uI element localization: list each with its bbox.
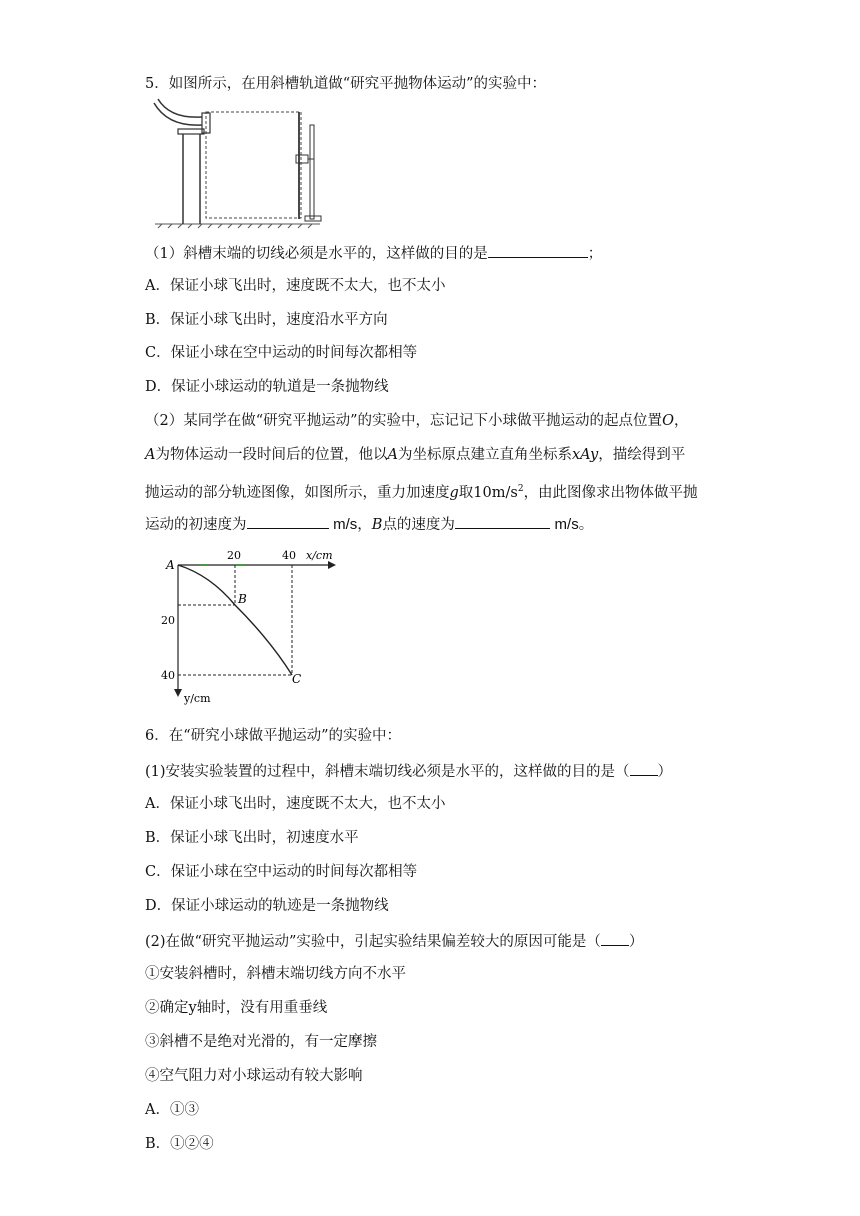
q5-part2-l3-text: 抛运动的部分轨迹图像，如图所示，重力加速度 [145,484,450,501]
q6-answer-blank-1[interactable] [630,760,658,776]
ground-hatch [155,224,320,228]
q6-reason-2: ②确定y轴时，没有用重垂线 [145,1000,328,1016]
q5-option-d: D．保证小球运动的轨道是一条抛物线 [145,379,389,395]
q6-reason-1: ①安装斜槽时，斜槽末端切线方向不水平 [145,966,406,982]
board [206,112,301,218]
q5-part1-text: （1）斜槽末端的切线必须是水平的，这样做的目的是 [145,246,488,262]
q5-point-o: O [662,413,674,429]
q5-answer-blank-2[interactable] [247,513,329,529]
q6-option-b: B．保证小球飞出时，初速度水平 [145,830,359,846]
q6-option-a: A．保证小球飞出时，速度既不太大，也不太小 [145,796,446,812]
q5-part2-l2-end: ，描绘得到平 [598,447,686,463]
point-a-label: A [166,558,175,572]
q5-gravity-exp: 2 [517,484,524,494]
q6-option-d: D．保证小球运动的轨迹是一条抛物线 [145,898,389,914]
x-tick-20: 20 [227,549,241,562]
q6-answer-blank-2[interactable] [601,930,629,946]
q5-point-a-2: A [387,447,398,463]
q5-part2-l3-end: ，由此图像求出物体做平抛 [523,484,698,501]
apparatus-figure [150,97,330,232]
q5-part2-l2-text2: 为坐标原点建立直角坐标系 [397,447,572,463]
q6-title: 6．在“研究小球做平抛运动”的实验中： [145,728,402,744]
q5-gravity-value: 10m/s [473,484,518,501]
q6-option2-b: B．①②④ [145,1136,214,1152]
y-tick-40: 40 [161,669,175,682]
y-axis-arrow [174,689,182,697]
q5-unit-1: m/s [333,516,358,533]
q5-gravity-symbol: g [449,484,459,501]
point-c-label: C [292,672,302,686]
q6-part1 [145,760,672,782]
q5-part2-line4 [145,513,593,535]
q5-part2-l4-mid: ， [357,517,372,533]
q5-part2-l2-text1: 为物体运动一段时间后的位置，他以 [155,447,388,463]
q6-part2 [145,930,643,952]
q5-part2-l4-text: 运动的初速度为 [145,517,247,533]
q5-part2-l4-text2: 点的速度为 [382,517,455,533]
x-axis-label: x/cm [306,549,333,562]
q5-part2-l4-end: 。 [578,517,594,533]
q6-part2-end: ） [628,934,644,950]
q5-part2-l3-mid: 取 [458,484,474,501]
table [178,129,204,134]
stand-post [310,125,314,219]
q6-part1-end: ） [657,764,673,780]
q5-part2-line3 [145,479,698,503]
q5-part1 [145,242,602,264]
q5-part2-line2 [145,445,685,465]
q5-point-b: B [371,517,383,533]
q5-coord-system: xAy [571,447,599,463]
q5-part2-l1-text: （2）某同学在做“研究平抛运动”的实验中，忘记记下小球做平抛运动的起点位置 [145,413,663,429]
y-tick-20: 20 [161,614,175,627]
y-axis-label: y/cm [184,692,211,705]
q5-answer-blank-1[interactable] [488,242,588,258]
q5-part2-l1-end: ， [673,413,689,429]
q5-option-c: C．保证小球在空中运动的时间每次都相等 [145,345,418,361]
q5-part2-line1 [145,411,688,431]
q6-reason-4: ④空气阻力对小球运动有较大影响 [145,1068,363,1084]
q5-title: 5．如图所示，在用斜槽轨道做“研究平抛物体运动”的实验中： [145,76,547,92]
q6-option2-a: A．①③ [145,1102,199,1118]
q6-part1-text: (1)安装实验装置的过程中，斜槽末端切线必须是水平的，这样做的目的是（ [145,764,630,780]
q6-reason-3: ③斜槽不是绝对光滑的，有一定摩擦 [145,1034,377,1050]
x-axis-arrow [328,561,336,569]
q5-part1-end: ； [587,246,603,262]
point-b-label: B [238,592,247,606]
q5-option-b: B．保证小球飞出时，速度沿水平方向 [145,312,388,328]
trajectory-graph [160,545,345,705]
q6-option-c: C．保证小球在空中运动的时间每次都相等 [145,864,418,880]
q5-answer-blank-3[interactable] [455,513,550,529]
x-tick-40: 40 [282,549,296,562]
q6-part2-text: (2)在做“研究平抛运动”实验中，引起实验结果偏差较大的原因可能是（ [145,934,601,950]
q5-option-a: A．保证小球飞出时，速度既不太大，也不太小 [145,278,446,294]
q5-unit-2: m/s [554,516,579,533]
q5-point-a: A [145,447,156,463]
